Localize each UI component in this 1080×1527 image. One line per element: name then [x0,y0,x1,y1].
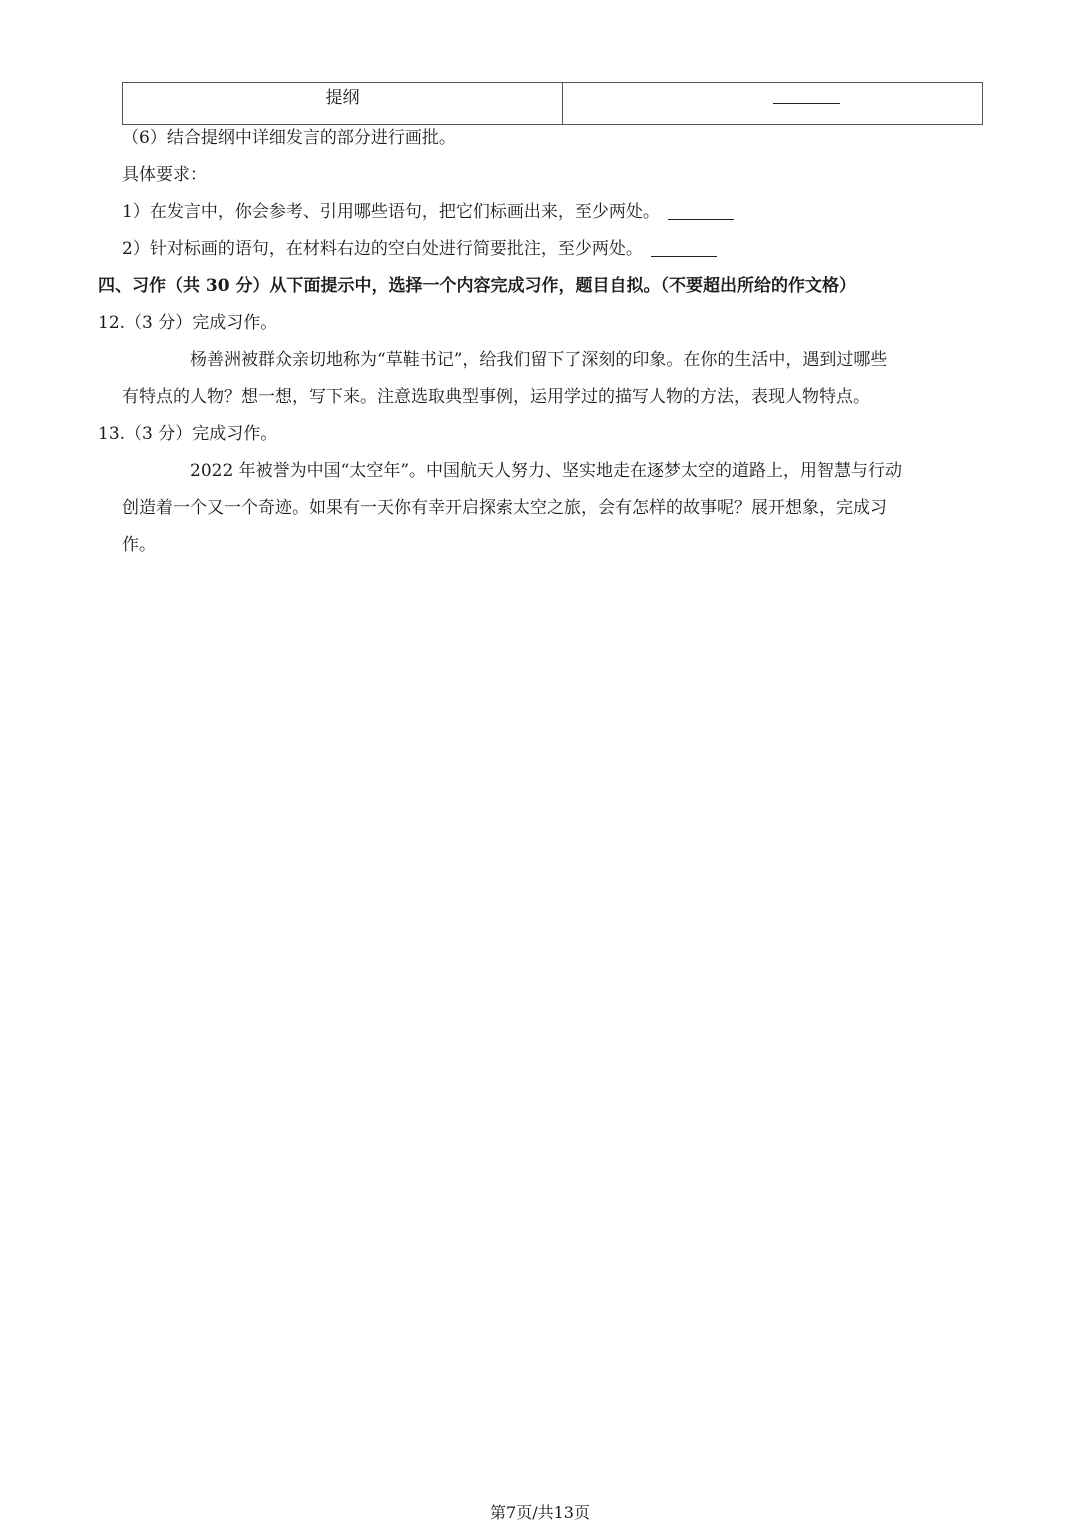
requirement-1 [122,201,734,223]
question-6-text: （6）结合提纲中详细发言的部分进行画批。 [122,128,456,148]
outline-label-cell: 提纲 [123,83,563,124]
requirement-2-text: 2）针对标画的语句，在材料右边的空白处进行简要批注，至少两处。 [122,239,643,259]
requirements-title: 具体要求： [122,165,207,185]
question-12-paragraph-line: 有特点的人物？想一想，写下来。注意选取典型事例，运用学过的描写人物的方法，表现人物特点。 [122,387,870,407]
answer-blank[interactable] [651,256,717,257]
question-13-heading: 13.（3 分）完成习作。 [98,424,278,444]
question-13-paragraph-line: 2022 年被誉为中国“太空年”。中国航天人努力、坚实地走在逐梦太空的道路上，用智慧与行动 [190,461,903,481]
question-12-paragraph-line: 杨善洲被群众亲切地称为“草鞋书记”，给我们留下了深刻的印象。在你的生活中，遇到过哪些 [190,350,888,370]
requirement-1-text: 1）在发言中，你会参考、引用哪些语句，把它们标画出来，至少两处。 [122,202,660,222]
question-13-paragraph-line: 创造着一个又一个奇迹。如果有一天你有幸开启探索太空之旅，会有怎样的故事呢？展开想象，完成习 [122,498,887,518]
question-12-heading: 12.（3 分）完成习作。 [98,313,278,333]
requirement-2 [122,238,717,260]
page-number: 第7页/共13页 [490,1503,590,1522]
outline-answer-cell[interactable] [563,83,982,124]
answer-blank[interactable] [668,219,734,220]
question-13-paragraph-line: 作。 [122,535,156,555]
outline-table [122,82,983,125]
answer-blank[interactable] [773,103,840,104]
section-4-heading: 四、习作（共 30 分）从下面提示中，选择一个内容完成习作，题目自拟。（不要超出所给的作文格） [98,276,856,296]
